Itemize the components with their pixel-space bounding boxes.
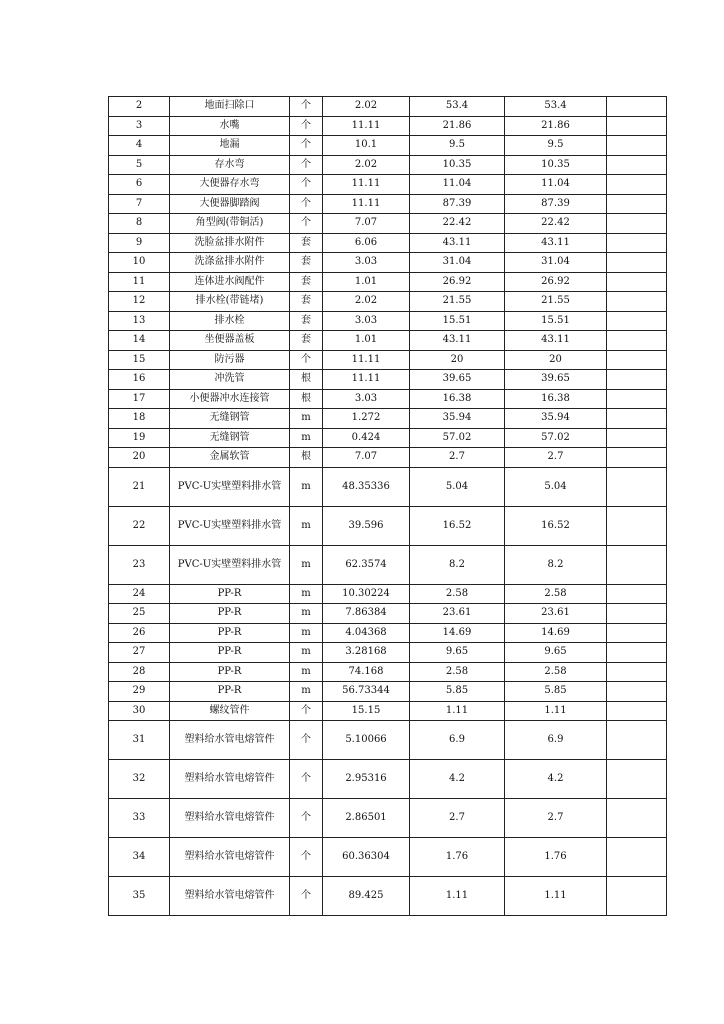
row-number-cell: 24 [109,584,170,604]
unit-cell: 个 [290,97,323,117]
amount-cell: 10.35 [505,155,607,175]
remark-cell [607,448,667,468]
quantity-cell: 62.3574 [323,545,410,584]
unit-cell: m [290,662,323,682]
remark-cell [607,370,667,390]
quantity-cell: 4.04368 [323,623,410,643]
quantity-cell: 0.424 [323,428,410,448]
item-name-cell: 洗涤盆排水附件 [170,253,290,273]
row-number-cell: 31 [109,721,170,760]
row-number-cell: 14 [109,331,170,351]
unit-price-cell: 87.39 [410,194,505,214]
remark-cell [607,428,667,448]
item-name-cell: 存水弯 [170,155,290,175]
amount-cell: 57.02 [505,428,607,448]
unit-price-cell: 5.04 [410,467,505,506]
remark-cell [607,116,667,136]
unit-cell: 个 [290,194,323,214]
unit-price-cell: 16.52 [410,506,505,545]
unit-price-cell: 4.2 [410,760,505,799]
unit-price-cell: 1.11 [410,877,505,916]
item-name-cell: 冲洗管 [170,370,290,390]
item-name-cell: 坐便器盖板 [170,331,290,351]
table-row [109,409,667,429]
amount-cell: 23.61 [505,604,607,624]
quantity-cell: 56.73344 [323,682,410,702]
quantity-cell: 11.11 [323,116,410,136]
item-name-cell: PVC-U实壁塑料排水管 [170,467,290,506]
unit-price-cell: 1.76 [410,838,505,877]
table-row [109,604,667,624]
item-name-cell: 地漏 [170,136,290,156]
table-row [109,331,667,351]
quantity-cell: 2.95316 [323,760,410,799]
unit-price-cell: 21.86 [410,116,505,136]
row-number-cell: 28 [109,662,170,682]
quantity-cell: 1.272 [323,409,410,429]
unit-price-cell: 23.61 [410,604,505,624]
item-name-cell: 大便器存水弯 [170,175,290,195]
item-name-cell: 金属软管 [170,448,290,468]
amount-cell: 14.69 [505,623,607,643]
unit-cell: 个 [290,175,323,195]
unit-price-cell: 43.11 [410,331,505,351]
quantity-cell: 74.168 [323,662,410,682]
unit-price-cell: 5.85 [410,682,505,702]
amount-cell: 1.11 [505,877,607,916]
table-row [109,428,667,448]
row-number-cell: 5 [109,155,170,175]
row-number-cell: 16 [109,370,170,390]
remark-cell [607,467,667,506]
amount-cell: 21.86 [505,116,607,136]
item-name-cell: 排水栓 [170,311,290,331]
unit-price-cell: 20 [410,350,505,370]
item-name-cell: 小便器冲水连接管 [170,389,290,409]
table-row [109,97,667,117]
unit-price-cell: 26.92 [410,272,505,292]
item-name-cell: PP-R [170,584,290,604]
unit-price-cell: 11.04 [410,175,505,195]
row-number-cell: 7 [109,194,170,214]
amount-cell: 5.85 [505,682,607,702]
item-name-cell: 防污器 [170,350,290,370]
unit-price-cell: 31.04 [410,253,505,273]
amount-cell: 20 [505,350,607,370]
amount-cell: 4.2 [505,760,607,799]
remark-cell [607,253,667,273]
quantity-cell: 3.03 [323,311,410,331]
remark-cell [607,662,667,682]
item-name-cell: 角型阀(带铜活) [170,214,290,234]
quantity-cell: 3.03 [323,389,410,409]
unit-price-cell: 8.2 [410,545,505,584]
unit-cell: 个 [290,877,323,916]
unit-price-cell: 57.02 [410,428,505,448]
item-name-cell: PVC-U实壁塑料排水管 [170,545,290,584]
amount-cell: 2.7 [505,448,607,468]
amount-cell: 43.11 [505,233,607,253]
unit-price-cell: 9.5 [410,136,505,156]
table-row [109,448,667,468]
amount-cell: 11.04 [505,175,607,195]
unit-cell: 套 [290,233,323,253]
amount-cell: 22.42 [505,214,607,234]
quantity-cell: 39.596 [323,506,410,545]
table-row [109,253,667,273]
unit-price-cell: 21.55 [410,292,505,312]
unit-price-cell: 15.51 [410,311,505,331]
unit-cell: 套 [290,253,323,273]
quantity-cell: 5.10066 [323,721,410,760]
unit-price-cell: 14.69 [410,623,505,643]
amount-cell: 31.04 [505,253,607,273]
remark-cell [607,350,667,370]
quantity-cell: 7.07 [323,214,410,234]
table-row [109,506,667,545]
table-row [109,370,667,390]
row-number-cell: 8 [109,214,170,234]
table-row [109,233,667,253]
unit-price-cell: 1.11 [410,701,505,721]
item-name-cell: 地面扫除口 [170,97,290,117]
row-number-cell: 22 [109,506,170,545]
amount-cell: 35.94 [505,409,607,429]
remark-cell [607,97,667,117]
item-name-cell: PP-R [170,682,290,702]
unit-cell: m [290,545,323,584]
item-name-cell: 排水栓(带链堵) [170,292,290,312]
remark-cell [607,838,667,877]
remark-cell [607,701,667,721]
table-row [109,292,667,312]
table-row [109,272,667,292]
unit-cell: m [290,682,323,702]
unit-cell: m [290,643,323,663]
unit-cell: m [290,584,323,604]
table-row [109,311,667,331]
quantity-cell: 6.06 [323,233,410,253]
unit-price-cell: 2.7 [410,799,505,838]
remark-cell [607,409,667,429]
item-name-cell: PP-R [170,604,290,624]
amount-cell: 16.38 [505,389,607,409]
unit-cell: 个 [290,760,323,799]
amount-cell: 2.7 [505,799,607,838]
remark-cell [607,155,667,175]
quantity-cell: 11.11 [323,370,410,390]
unit-cell: m [290,428,323,448]
row-number-cell: 25 [109,604,170,624]
unit-cell: 套 [290,311,323,331]
row-number-cell: 15 [109,350,170,370]
table-row [109,623,667,643]
quantity-cell: 3.03 [323,253,410,273]
row-number-cell: 9 [109,233,170,253]
table-row [109,721,667,760]
unit-cell: m [290,409,323,429]
quantity-cell: 10.30224 [323,584,410,604]
amount-cell: 26.92 [505,272,607,292]
item-name-cell: PVC-U实壁塑料排水管 [170,506,290,545]
quantity-cell: 2.02 [323,155,410,175]
amount-cell: 2.58 [505,662,607,682]
item-name-cell: PP-R [170,623,290,643]
table-row [109,350,667,370]
row-number-cell: 27 [109,643,170,663]
remark-cell [607,136,667,156]
unit-price-cell: 2.58 [410,662,505,682]
remark-cell [607,331,667,351]
row-number-cell: 23 [109,545,170,584]
table-row [109,760,667,799]
amount-cell: 43.11 [505,331,607,351]
row-number-cell: 10 [109,253,170,273]
row-number-cell: 13 [109,311,170,331]
item-name-cell: 无缝钢管 [170,428,290,448]
row-number-cell: 17 [109,389,170,409]
amount-cell: 39.65 [505,370,607,390]
row-number-cell: 21 [109,467,170,506]
quantity-cell: 7.07 [323,448,410,468]
unit-cell: 个 [290,799,323,838]
amount-cell: 2.58 [505,584,607,604]
table-row [109,175,667,195]
row-number-cell: 29 [109,682,170,702]
amount-cell: 87.39 [505,194,607,214]
unit-cell: 根 [290,389,323,409]
item-name-cell: 螺纹管件 [170,701,290,721]
quantity-cell: 1.01 [323,272,410,292]
row-number-cell: 4 [109,136,170,156]
quantity-cell: 1.01 [323,331,410,351]
table-row [109,545,667,584]
unit-price-cell: 53.4 [410,97,505,117]
item-name-cell: 塑料给水管电熔管件 [170,721,290,760]
remark-cell [607,311,667,331]
unit-cell: 套 [290,292,323,312]
amount-cell: 5.04 [505,467,607,506]
unit-cell: 个 [290,350,323,370]
row-number-cell: 6 [109,175,170,195]
item-name-cell: PP-R [170,643,290,663]
remark-cell [607,682,667,702]
item-name-cell: 塑料给水管电熔管件 [170,838,290,877]
unit-cell: 个 [290,155,323,175]
quantity-cell: 48.35336 [323,467,410,506]
amount-cell: 15.51 [505,311,607,331]
unit-cell: m [290,506,323,545]
unit-cell: m [290,604,323,624]
unit-price-cell: 16.38 [410,389,505,409]
table-row [109,136,667,156]
amount-cell: 8.2 [505,545,607,584]
quantity-cell: 7.86384 [323,604,410,624]
remark-cell [607,272,667,292]
item-name-cell: 塑料给水管电熔管件 [170,799,290,838]
item-name-cell: 塑料给水管电熔管件 [170,877,290,916]
remark-cell [607,623,667,643]
amount-cell: 9.5 [505,136,607,156]
table-row [109,116,667,136]
unit-cell: 个 [290,701,323,721]
row-number-cell: 30 [109,701,170,721]
remark-cell [607,604,667,624]
row-number-cell: 3 [109,116,170,136]
row-number-cell: 35 [109,877,170,916]
unit-cell: 个 [290,136,323,156]
quantity-cell: 89.425 [323,877,410,916]
unit-cell: 根 [290,370,323,390]
amount-cell: 1.11 [505,701,607,721]
row-number-cell: 34 [109,838,170,877]
quantity-cell: 11.11 [323,175,410,195]
quantity-cell: 2.02 [323,97,410,117]
quantity-cell: 15.15 [323,701,410,721]
unit-cell: m [290,623,323,643]
row-number-cell: 2 [109,97,170,117]
remark-cell [607,721,667,760]
unit-cell: 个 [290,116,323,136]
remark-cell [607,643,667,663]
table-row [109,877,667,916]
remark-cell [607,175,667,195]
item-name-cell: 塑料给水管电熔管件 [170,760,290,799]
unit-price-cell: 10.35 [410,155,505,175]
table-row [109,662,667,682]
table-row [109,799,667,838]
quantity-cell: 10.1 [323,136,410,156]
unit-cell: 个 [290,721,323,760]
item-name-cell: 水嘴 [170,116,290,136]
unit-price-cell: 39.65 [410,370,505,390]
remark-cell [607,760,667,799]
remark-cell [607,214,667,234]
table-body [109,97,667,916]
remark-cell [607,292,667,312]
item-name-cell: 大便器脚踏阀 [170,194,290,214]
table-row [109,467,667,506]
amount-cell: 9.65 [505,643,607,663]
row-number-cell: 20 [109,448,170,468]
item-name-cell: 连体进水阀配件 [170,272,290,292]
row-number-cell: 32 [109,760,170,799]
unit-cell: 个 [290,838,323,877]
table-row [109,155,667,175]
remark-cell [607,584,667,604]
unit-price-cell: 22.42 [410,214,505,234]
item-name-cell: 无缝钢管 [170,409,290,429]
quantity-cell: 11.11 [323,194,410,214]
amount-cell: 21.55 [505,292,607,312]
row-number-cell: 18 [109,409,170,429]
unit-price-cell: 2.7 [410,448,505,468]
amount-cell: 1.76 [505,838,607,877]
item-name-cell: PP-R [170,662,290,682]
amount-cell: 53.4 [505,97,607,117]
quantity-cell: 60.36304 [323,838,410,877]
row-number-cell: 33 [109,799,170,838]
table-row [109,214,667,234]
materials-table [108,96,667,916]
unit-price-cell: 35.94 [410,409,505,429]
table-row [109,838,667,877]
remark-cell [607,506,667,545]
remark-cell [607,799,667,838]
row-number-cell: 26 [109,623,170,643]
remark-cell [607,194,667,214]
amount-cell: 16.52 [505,506,607,545]
remark-cell [607,877,667,916]
table-row [109,643,667,663]
unit-price-cell: 6.9 [410,721,505,760]
quantity-cell: 11.11 [323,350,410,370]
table-row [109,194,667,214]
row-number-cell: 11 [109,272,170,292]
row-number-cell: 12 [109,292,170,312]
remark-cell [607,545,667,584]
item-name-cell: 洗脸盆排水附件 [170,233,290,253]
table-row [109,682,667,702]
quantity-cell: 2.02 [323,292,410,312]
table-row [109,584,667,604]
amount-cell: 6.9 [505,721,607,760]
unit-price-cell: 9.65 [410,643,505,663]
unit-cell: 套 [290,272,323,292]
table-row [109,701,667,721]
unit-cell: m [290,467,323,506]
quantity-cell: 3.28168 [323,643,410,663]
quantity-cell: 2.86501 [323,799,410,838]
unit-cell: 个 [290,214,323,234]
remark-cell [607,389,667,409]
unit-cell: 套 [290,331,323,351]
table-row [109,389,667,409]
unit-cell: 根 [290,448,323,468]
remark-cell [607,233,667,253]
unit-price-cell: 2.58 [410,584,505,604]
row-number-cell: 19 [109,428,170,448]
unit-price-cell: 43.11 [410,233,505,253]
